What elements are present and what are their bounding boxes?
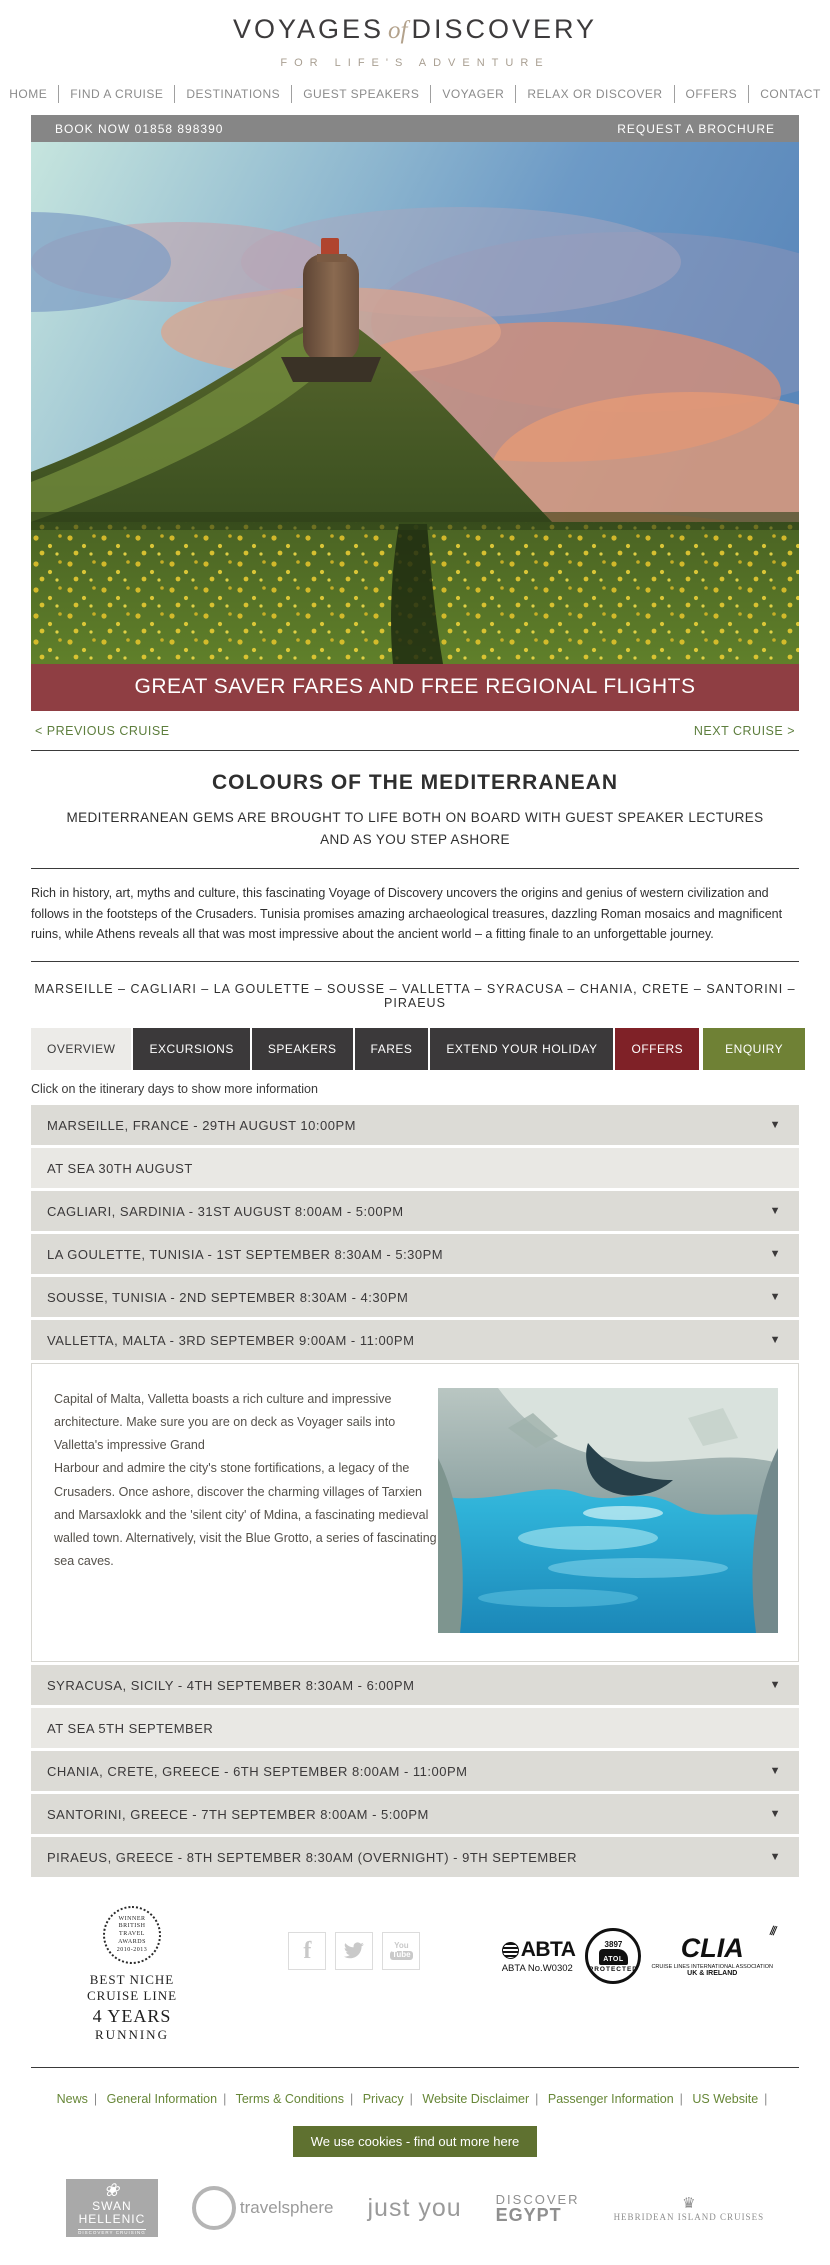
footer-link-news[interactable]: News bbox=[56, 2092, 88, 2107]
award-line: RUNNING bbox=[95, 2027, 169, 2043]
crown-icon: ♛ bbox=[682, 2195, 696, 2213]
valletta-expanded-panel bbox=[31, 1363, 799, 1662]
award-badge-awards: AWARDS bbox=[118, 1938, 146, 1945]
itinerary-row-label: AT SEA 5TH SEPTEMBER bbox=[47, 1720, 214, 1736]
logo-voyages: VOYAGES bbox=[232, 14, 385, 44]
discover-egypt-logo[interactable]: DISCOVER EGYPT bbox=[495, 2191, 580, 2225]
tab-overview[interactable]: OVERVIEW bbox=[31, 1028, 131, 1070]
divider bbox=[31, 868, 799, 869]
itinerary-row-at-sea-30th bbox=[31, 1148, 799, 1188]
action-bar bbox=[31, 115, 799, 142]
tab-offers[interactable]: OFFERS bbox=[615, 1028, 699, 1070]
hero-landscape-illustration bbox=[31, 142, 799, 664]
itinerary-row-la-goulette[interactable] bbox=[31, 1234, 799, 1274]
footer-link-privacy[interactable]: Privacy bbox=[362, 2092, 404, 2107]
book-now-phone[interactable]: BOOK NOW 01858 898390 bbox=[55, 121, 224, 136]
request-brochure-link[interactable]: REQUEST A BROCHURE bbox=[617, 121, 775, 136]
award-laurel-icon bbox=[103, 1906, 161, 1964]
valletta-paragraph-2: Harbour and admire the city's stone fortifications, a legacy of the Crusaders. Once ashore, discover the charming villages of Tarxien and Marsaxlokk and the 'silent city' of Mdina, a fascinating medieval walled town. Alternatively, visit the Blue Grotto, a series of fascinating sea caves. bbox=[54, 1461, 437, 1568]
swan-hellenic-logo[interactable]: ❀ SWAN HELLENIC DISCOVERY CRUISING bbox=[66, 2179, 158, 2237]
award-badge-winner: WINNER bbox=[118, 1915, 146, 1922]
brand-logo[interactable] bbox=[31, 14, 799, 45]
chevron-down-icon[interactable]: ▼ bbox=[769, 1248, 781, 1261]
itinerary-row-label: PIRAEUS, GREECE - 8TH SEPTEMBER 8:30AM (OVERNIGHT) - 9TH SEPTEMBER bbox=[47, 1849, 577, 1865]
award-line: BEST NICHE bbox=[89, 1972, 175, 1988]
itinerary-hint: Click on the itinerary days to show more information bbox=[31, 1082, 318, 1097]
award-text bbox=[57, 1972, 207, 2043]
itinerary-row-label: LA GOULETTE, TUNISIA - 1ST SEPTEMBER 8:30AM - 5:30PM bbox=[47, 1246, 444, 1262]
divider bbox=[31, 750, 799, 751]
nav-relax-or-discover[interactable]: RELAX OR DISCOVER bbox=[515, 85, 673, 103]
next-cruise-link[interactable]: NEXT CRUISE > bbox=[693, 724, 795, 738]
tab-enquiry[interactable]: ENQUIRY bbox=[703, 1028, 805, 1070]
page-container bbox=[9, 0, 821, 2265]
clia-logo: /// CLIA CRUISE LINES INTERNATIONAL ASSOCIATION UK & IRELAND bbox=[651, 1922, 777, 1978]
award-badge-travel: TRAVEL bbox=[119, 1931, 145, 1938]
itinerary-row-label: MARSEILLE, FRANCE - 29TH AUGUST 10:00PM bbox=[47, 1117, 356, 1133]
tab-excursions[interactable]: EXCURSIONS bbox=[133, 1028, 249, 1070]
footer-link-us-website[interactable]: US Website bbox=[692, 2092, 759, 2107]
footer-link-terms[interactable]: Terms & Conditions bbox=[235, 2092, 344, 2107]
site-header bbox=[9, 0, 821, 115]
previous-cruise-link[interactable]: < PREVIOUS CRUISE bbox=[35, 724, 170, 738]
youtube-icon[interactable]: You Tube bbox=[382, 1932, 420, 1970]
award-badge-years: 2010-2013 bbox=[116, 1946, 148, 1953]
chevron-down-icon[interactable]: ▼ bbox=[769, 1679, 781, 1692]
swan-icon: ❀ bbox=[103, 2179, 120, 2200]
cruise-subtitle: MEDITERRANEAN GEMS ARE BROUGHT TO LIFE BOTH ON BOARD WITH GUEST SPEAKER LECTURES AND AS YOU STEP ASHORE bbox=[66, 810, 764, 847]
award-line: 4 YEARS bbox=[92, 2006, 172, 2027]
valletta-description bbox=[54, 1388, 438, 1633]
hebridean-island-cruises-logo[interactable]: ♛ HEBRIDEAN ISLAND CRUISES bbox=[613, 2195, 765, 2223]
abta-globe-icon bbox=[502, 1942, 519, 1959]
itinerary-row-sousse[interactable] bbox=[31, 1277, 799, 1317]
itinerary-row-piraeus[interactable] bbox=[31, 1837, 799, 1877]
itinerary-list bbox=[31, 1105, 799, 1877]
divider bbox=[31, 961, 799, 962]
tab-fares[interactable]: FARES bbox=[355, 1028, 429, 1070]
nav-offers[interactable]: OFFERS bbox=[674, 85, 749, 103]
itinerary-row-syracusa[interactable] bbox=[31, 1665, 799, 1705]
itinerary-row-label: SOUSSE, TUNISIA - 2ND SEPTEMBER 8:30AM - 4:30PM bbox=[47, 1289, 409, 1305]
itinerary-row-label: CAGLIARI, SARDINIA - 31ST AUGUST 8:00AM - 5:00PM bbox=[47, 1203, 404, 1219]
itinerary-row-label: CHANIA, CRETE, GREECE - 6TH SEPTEMBER 8:00AM - 11:00PM bbox=[47, 1763, 468, 1779]
social-icons bbox=[207, 1932, 502, 1970]
chevron-down-icon[interactable]: ▼ bbox=[769, 1765, 781, 1778]
tab-extend-your-holiday[interactable]: EXTEND YOUR HOLIDAY bbox=[430, 1028, 613, 1070]
itinerary-row-cagliari[interactable] bbox=[31, 1191, 799, 1231]
cookie-notice-button[interactable]: We use cookies - find out more here bbox=[293, 2126, 538, 2157]
nav-find-a-cruise[interactable]: FIND A CRUISE bbox=[58, 85, 174, 103]
itinerary-row-label: VALLETTA, MALTA - 3RD SEPTEMBER 9:00AM - 11:00PM bbox=[47, 1332, 415, 1348]
award-line: CRUISE LINE bbox=[86, 1988, 178, 2004]
cruise-tabs bbox=[31, 1028, 799, 1070]
abta-logo: ABTA ABTA No.W0302 bbox=[501, 1938, 576, 1975]
nav-contact[interactable]: CONTACT bbox=[748, 85, 830, 103]
just-you-logo[interactable]: just you bbox=[367, 2193, 462, 2222]
partner-logos bbox=[31, 2157, 799, 2265]
chevron-down-icon[interactable]: ▼ bbox=[769, 1291, 781, 1304]
clia-funnel-icon: /// bbox=[769, 1922, 777, 1939]
footer-badges bbox=[31, 1880, 799, 2061]
promo-banner: GREAT SAVER FARES AND FREE REGIONAL FLIGHTS bbox=[31, 664, 799, 711]
cruise-pagination bbox=[31, 711, 799, 750]
tab-speakers[interactable]: SPEAKERS bbox=[252, 1028, 353, 1070]
travelsphere-logo[interactable]: travelsphere bbox=[192, 2186, 334, 2230]
abta-number: ABTA No.W0302 bbox=[501, 1963, 573, 1975]
itinerary-row-marseille[interactable] bbox=[31, 1105, 799, 1145]
cruise-title: COLOURS OF THE MEDITERRANEAN bbox=[212, 771, 618, 794]
itinerary-row-label: AT SEA 30TH AUGUST bbox=[47, 1160, 193, 1176]
twitter-icon[interactable] bbox=[335, 1932, 373, 1970]
itinerary-row-valletta[interactable] bbox=[31, 1320, 799, 1360]
chevron-down-icon[interactable]: ▼ bbox=[769, 1808, 781, 1821]
brand-tagline: FOR LIFE'S ADVENTURE bbox=[280, 57, 550, 69]
certification-logos bbox=[501, 1922, 777, 1984]
itinerary-row-santorini[interactable] bbox=[31, 1794, 799, 1834]
footer-link-passenger-information[interactable]: Passenger Information bbox=[547, 2092, 674, 2107]
award-badge-british: BRITISH bbox=[118, 1923, 146, 1930]
nav-guest-speakers[interactable]: GUEST SPEAKERS bbox=[291, 85, 430, 103]
footer-link-general-information[interactable]: General Information bbox=[106, 2092, 218, 2107]
logo-discovery: DISCOVERY bbox=[411, 14, 598, 44]
chevron-down-icon[interactable]: ▼ bbox=[769, 1334, 781, 1347]
travelsphere-circle-icon bbox=[192, 2186, 236, 2230]
cruise-route: MARSEILLE – CAGLIARI – LA GOULETTE – SOUSSE – VALLETTA – SYRACUSA – CHANIA, CRETE – SANTORINI – PIRAEUS bbox=[34, 982, 796, 1011]
blue-grotto-image bbox=[438, 1388, 778, 1633]
main-nav bbox=[9, 85, 821, 115]
chevron-down-icon[interactable]: ▼ bbox=[769, 1119, 781, 1132]
itinerary-row-at-sea-5th bbox=[31, 1708, 799, 1748]
footer-links: News | General Information | Terms & Conditions | Privacy | Website Disclaimer | Passenger Information | US Website | bbox=[56, 2092, 768, 2107]
atol-protected-badge: 3897 ATOL PROTECTED bbox=[585, 1928, 641, 1984]
logo-of: of bbox=[388, 17, 408, 44]
chevron-down-icon[interactable]: ▼ bbox=[769, 1851, 781, 1864]
itinerary-row-label: SANTORINI, GREECE - 7TH SEPTEMBER 8:00AM - 5:00PM bbox=[47, 1806, 429, 1822]
hero-image bbox=[31, 142, 799, 664]
chevron-down-icon[interactable]: ▼ bbox=[769, 1205, 781, 1218]
itinerary-row-label: SYRACUSA, SICILY - 4TH SEPTEMBER 8:30AM - 6:00PM bbox=[47, 1677, 415, 1693]
nav-voyager[interactable]: VOYAGER bbox=[430, 85, 515, 103]
footer-link-website-disclaimer[interactable]: Website Disclaimer bbox=[422, 2092, 530, 2107]
valletta-paragraph-1: Capital of Malta, Valletta boasts a rich culture and impressive architecture. Make sure you are on deck as Voyager sails into Valletta's impressive Grand bbox=[54, 1392, 396, 1453]
cruise-description: Rich in history, art, myths and culture, this fascinating Voyage of Discovery uncovers the origins and genius of western civilization and follows in the footsteps of the Crusaders. Tunisia promises amazing archaeological treasures, dazzling Roman mosaics and magnificent ruins, while Athens reveals all that was most impressive about the ancient world – a fitting finale to an unforgettable journey. bbox=[31, 886, 783, 942]
nav-home[interactable]: HOME bbox=[9, 87, 48, 101]
itinerary-row-chania[interactable] bbox=[31, 1751, 799, 1791]
nav-destinations[interactable]: DESTINATIONS bbox=[174, 85, 291, 103]
british-travel-awards-badge bbox=[57, 1906, 207, 2043]
facebook-icon[interactable]: f bbox=[288, 1932, 326, 1970]
